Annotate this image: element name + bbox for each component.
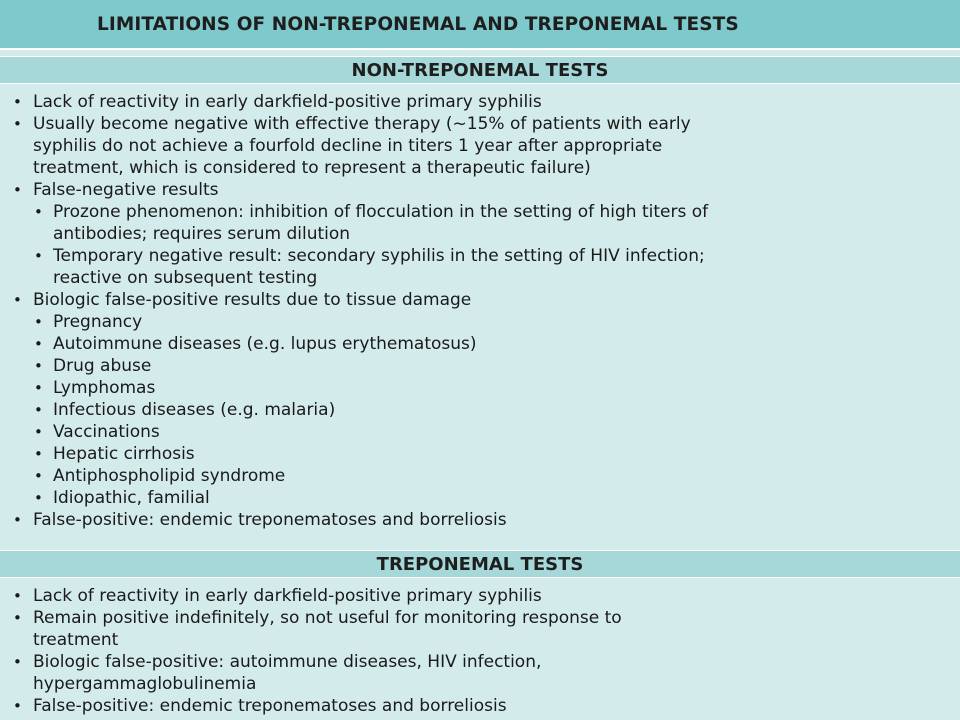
list-item: • Autoimmune diseases (e.g. lupus erythematosus) bbox=[34, 334, 477, 354]
treponemal-heading-text: TREPONEMAL TESTS bbox=[376, 553, 584, 575]
bullet-icon: • bbox=[13, 115, 22, 133]
bullet-icon: • bbox=[13, 511, 22, 529]
list-item: • Pregnancy bbox=[34, 312, 143, 332]
list-item: • Usually become negative with effective therapy (~15% of patients with early syphilis do not achieve a fourfold decline in titers 1 year after appropriate treatment, which is considered to represent a therapeutic failure) bbox=[13, 114, 691, 178]
list-item: • Lymphomas bbox=[34, 378, 156, 398]
list-item: • Drug abuse bbox=[34, 356, 152, 376]
bullet-icon: • bbox=[34, 423, 43, 441]
list-item: • False-positive: endemic treponematoses and borreliosis bbox=[13, 510, 507, 530]
bullet-icon: • bbox=[34, 357, 43, 375]
non-treponemal-heading bbox=[0, 56, 960, 84]
bullet-icon: • bbox=[13, 609, 22, 627]
list-item: • Vaccinations bbox=[34, 422, 160, 442]
list-item: • Lack of reactivity in early darkfield-positive primary syphilis bbox=[13, 92, 542, 112]
list-item: • Antiphospholipid syndrome bbox=[34, 466, 286, 486]
bullet-icon: • bbox=[13, 587, 22, 605]
non-treponemal-list bbox=[0, 91, 960, 531]
list-item: • Temporary negative result: secondary syphilis in the setting of HIV infection; reactive on subsequent testing bbox=[34, 246, 705, 288]
bullet-icon: • bbox=[34, 445, 43, 463]
bullet-icon: • bbox=[34, 379, 43, 397]
bullet-icon: • bbox=[34, 467, 43, 485]
list-item: • Hepatic cirrhosis bbox=[34, 444, 195, 464]
bullet-icon: • bbox=[34, 247, 43, 265]
bullet-icon: • bbox=[34, 313, 43, 331]
bullet-icon: • bbox=[34, 489, 43, 507]
bullet-icon: • bbox=[34, 401, 43, 419]
bullet-icon: • bbox=[13, 93, 22, 111]
list-item: • Biologic false-positive: autoimmune diseases, HIV infection, hypergammaglobulinemia bbox=[13, 652, 542, 694]
non-treponemal-heading-text: NON-TREPONEMAL TESTS bbox=[351, 59, 609, 81]
bullet-icon: • bbox=[34, 203, 43, 221]
list-item: • Prozone phenomenon: inhibition of flocculation in the setting of high titers of antibodies; requires serum dilution bbox=[34, 202, 709, 244]
list-item: • Lack of reactivity in early darkfield-positive primary syphilis bbox=[13, 586, 542, 606]
bullet-icon: • bbox=[13, 181, 22, 199]
list-item: • Remain positive indefinitely, so not useful for monitoring response to treatment bbox=[13, 608, 622, 650]
list-item: • Infectious diseases (e.g. malaria) bbox=[34, 400, 336, 420]
list-item: • False-negative results bbox=[13, 180, 219, 200]
bullet-icon: • bbox=[13, 653, 22, 671]
list-item: • Biologic false-positive results due to tissue damage bbox=[13, 290, 472, 310]
treponemal-heading bbox=[0, 550, 960, 578]
bullet-icon: • bbox=[13, 291, 22, 309]
list-item: • Idiopathic, familial bbox=[34, 488, 210, 508]
table-title: LIMITATIONS OF NON-TREPONEMAL AND TREPONEMAL TESTS bbox=[0, 0, 960, 50]
list-item: • False-positive: endemic treponematoses and borreliosis bbox=[13, 696, 507, 716]
bullet-icon: • bbox=[13, 697, 22, 715]
bullet-icon: • bbox=[34, 335, 43, 353]
treponemal-list bbox=[0, 585, 960, 717]
